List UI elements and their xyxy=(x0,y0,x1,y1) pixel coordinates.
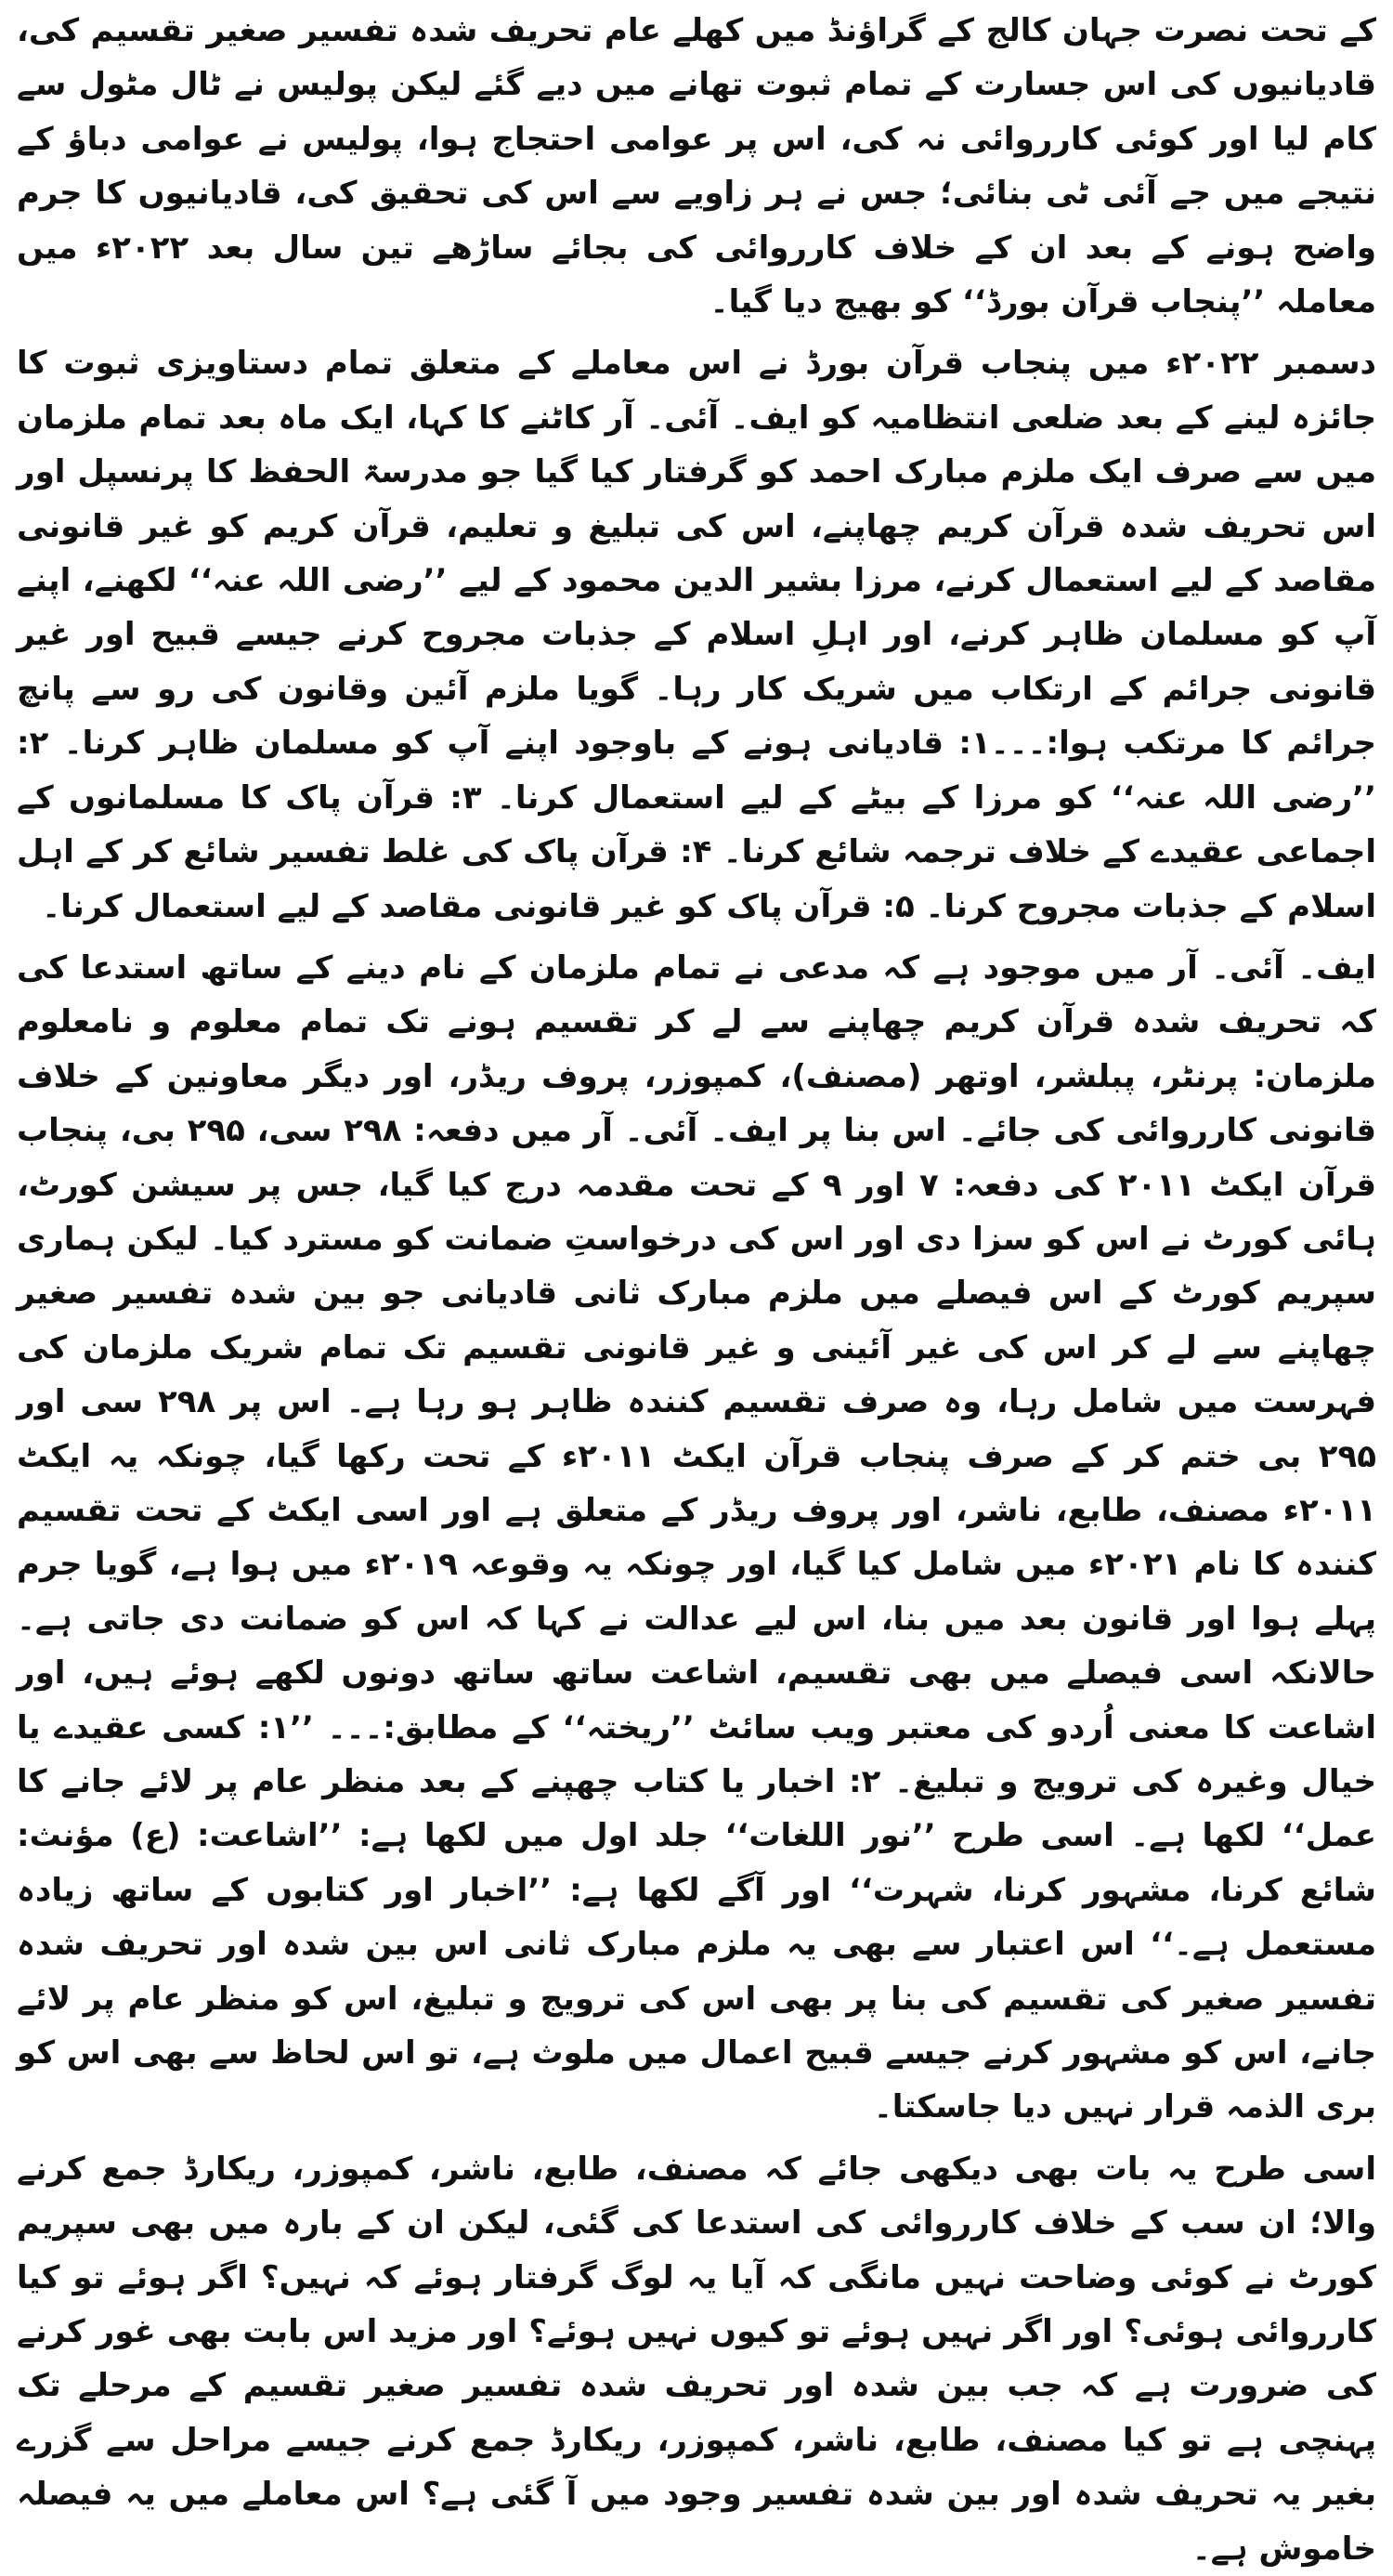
paragraph-1: کے تحت نصرت جہان کالج کے گراؤنڈ میں کھلے عام تحریف شدہ تفسیر صغیر تقسیم کی، قادیانیوں کی اس جسارت کے تمام ثبوت تھانے میں دیے گئے لیکن پولیس نے ٹال مٹول سے کام لیا اور کوئی کارروائی نہ کی، اس پر عوامی احتجاج ہوا، پولیس نے عوامی دباؤ کے نتیجے میں جے آئی ٹی بنائی؛ جس نے ہر زاویے سے اس کی تحقیق کی، قادیانیوں کا جرم واضح ہونے کے بعد ان کے خلاف کارروائی کی بجائے ساڑھے تین سال بعد ۲۰۲۲ء میں معاملہ ’’پنجاب قرآن بورڈ‘‘ کو بھیج دیا گیا۔ xyxy=(17,12,1376,321)
paragraph-gap xyxy=(17,2135,1376,2142)
paragraph-3: ایف۔ آئی۔ آر میں موجود ہے کہ مدعی نے تمام ملزمان کے نام دینے کے ساتھ استدعا کی کہ تحریف شدہ قرآن کریم چھاپنے سے لے کر تقسیم ہونے تک تمام معلوم و نامعلوم ملزمان: پرنٹر، پبلشر، اوتھر (مصنف)، کمپوزر، پروف ریڈر، اور دیگر معاونین کے خلاف قانونی کارروائی کی جائے۔ اس بنا پر ایف۔ آئی۔ آر میں دفعہ: ۲۹۸ سی، ۲۹۵ بی، پنجاب قرآن ایکٹ ۲۰۱۱ کی دفعہ: ۷ اور ۹ کے تحت مقدمہ درج کیا گیا، جس پر سیشن کورٹ، ہائی کورٹ نے اس کو سزا دی اور اس کی درخواستِ ضمانت کو مسترد کیا۔ لیکن ہماری سپریم کورٹ کے اس فیصلے میں ملزم مبارک ثانی قادیانی جو بین شدہ تفسیر صغیر چھاپنے سے لے کر اس کی غیر آئینی و غیر قانونی تقسیم تک تمام شریک ملزمان کی فہرست میں شامل رہا، وہ صرف تقسیم کنندہ ظاہر ہو رہا ہے۔ اس پر ۲۹۸ سی اور ۲۹۵ بی ختم کر کے صرف پنجاب قرآن ایکٹ ۲۰۱۱ء کے تحت رکھا گیا، چونکہ یہ ایکٹ ۲۰۱۱ء مصنف، طابع، ناشر، اور پروف ریڈر کے متعلق ہے اور اسی ایکٹ کے تحت تقسیم کنندہ کا نام ۲۰۲۱ء میں شامل کیا گیا، اور چونکہ یہ وقوعہ ۲۰۱۹ء میں ہوا ہے، گویا جرم پہلے ہوا اور قانون بعد میں بنا، اس لیے عدالت نے کہا کہ اس کو ضمانت دی جاتی ہے۔ حالانکہ اسی فیصلے میں بھی تقسیم، اشاعت ساتھ ساتھ دونوں لکھے ہوئے ہیں، اور اشاعت کا معنی اُردو کی معتبر ویب سائٹ ’’ریختہ‘‘ کے مطابق:۔۔۔ ’’۱: کسی عقیدے یا خیال وغیرہ کی ترویج و تبلیغ۔ ۲: اخبار یا کتاب چھپنے کے بعد منظر عام پر لائے جانے کا عمل‘‘ لکھا ہے۔ اسی طرح ’’نور اللغات‘‘ جلد اول میں لکھا ہے: ’’اشاعت: (ع) مؤنث: شائع کرنا، مشہور کرنا، شہرت‘‘ اور آگے لکھا ہے: ’’اخبار اور کتابوں کے ساتھ زیادہ مستعمل ہے۔‘‘ اس اعتبار سے بھی یہ ملزم مبارک ثانی اس بین شدہ اور تحریف شدہ تفسیر صغیر کی تقسیم کی بنا پر بھی اس کی ترویج و تبلیغ، اس کو منظر عام پر لائے جانے، اس کو مشہور کرنے جیسے قبیح اعمال میں ملوث ہے، تو اس لحاظ سے بھی اس کو بری الذمہ قرار نہیں دیا جاسکتا۔ xyxy=(17,948,1377,2126)
article-page xyxy=(17,4,1377,2568)
paragraph-4: اسی طرح یہ بات بھی دیکھی جائے کہ مصنف، طابع، ناشر، کمپوزر، ریکارڈ جمع کرنے والا؛ ان سب کے خلاف کارروائی کی استدعا کی گئی، لیکن ان کے بارہ میں بھی سپریم کورٹ نے کوئی وضاحت نہیں مانگی کہ آیا یہ لوگ گرفتار ہوئے کہ نہیں؟ اگر ہوئے تو کیا کارروائی ہوئی؟ اور اگر نہیں ہوئے تو کیوں نہیں ہوئے؟ اور مزید اس بابت بھی غور کرنے کی ضرورت ہے کہ جب بین شدہ اور تحریف شدہ تفسیر صغیر تقسیم کے مرحلے تک پہنچی ہے تو کیا مصنف، طابع، ناشر، کمپوزر، ریکارڈ جمع کرنے جیسے مراحل سے گزرے بغیر یہ تحریف شدہ اور بین شدہ تفسیر وجود میں آ گئی ہے؟ اس معاملے میں یہ فیصلہ خاموش ہے۔ xyxy=(17,2150,1376,2568)
paragraph-gap xyxy=(17,934,1376,941)
paragraph-gap xyxy=(17,329,1376,336)
paragraph-2: دسمبر ۲۰۲۲ء میں پنجاب قرآن بورڈ نے اس معاملے کے متعلق تمام دستاویزی ثبوت کا جائزہ لینے کے بعد ضلعی انتظامیہ کو ایف۔ آئی۔ آر کاٹنے کا کہا، ایک ماہ بعد تمام ملزمان میں سے صرف ایک ملزم مبارک احمد کو گرفتار کیا گیا جو مدرسۃ الحفظ کا پرنسپل اور اس تحریف شدہ قرآن کریم چھاپنے، اس کی تبلیغ و تعلیم، قرآن کریم کو غیر قانونی مقاصد کے لیے استعمال کرنے، مرزا بشیر الدین محمود کے لیے ’’رضی اللہ عنہ‘‘ لکھنے، اپنے آپ کو مسلمان ظاہر کرنے، اور اہلِ اسلام کے جذبات مجروح کرنے جیسے قبیح اور غیر قانونی جرائم کے ارتکاب میں شریک کار رہا۔ گویا ملزم آئین وقانون کی رو سے پانچ جرائم کا مرتکب ہوا:۔۔۔۱: قادیانی ہونے کے باوجود اپنے آپ کو مسلمان ظاہر کرنا۔ ۲: ’’رضی اللہ عنہ‘‘ کو مرزا کے بیٹے کے لیے استعمال کرنا۔ ۳: قرآن پاک کا مسلمانوں کے اجماعی عقیدے کے خلاف ترجمہ شائع کرنا۔ ۴: قرآن پاک کی غلط تفسیر شائع کر کے اہل اسلام کے جذبات مجروح کرنا۔ ۵: قرآن پاک کو غیر قانونی مقاصد کے لیے استعمال کرنا۔ xyxy=(17,345,1377,925)
